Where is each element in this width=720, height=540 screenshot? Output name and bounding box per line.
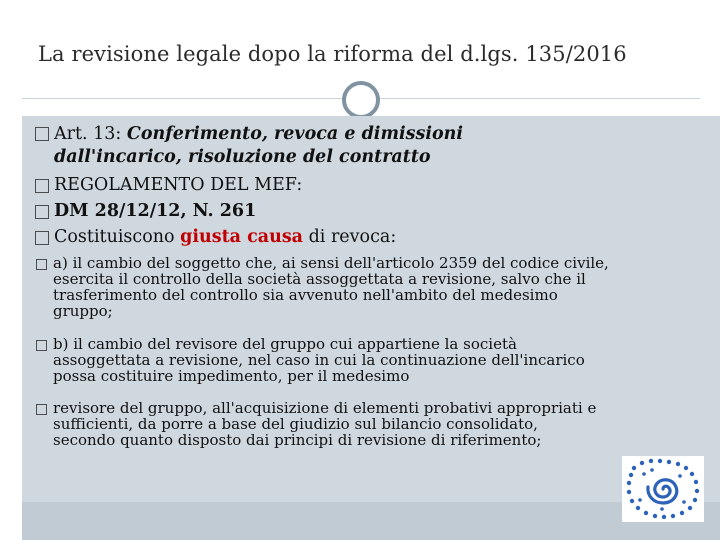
bullet-giusta-causa [54, 227, 396, 248]
square-bullet-icon [35, 127, 49, 141]
square-bullet-icon [35, 205, 49, 219]
bullet-regolamento: REGOLAMENTO DEL MEF: [54, 175, 303, 195]
sub-bullet-line: assoggettata a revisione, nel caso in cui la continuazione dell'incarico [53, 351, 585, 369]
sub-bullet-line: secondo quanto disposto dai principi di revisione di riferimento; [53, 431, 542, 449]
sub-bullet-line: sufficienti, da porre a base del giudizio sul bilancio consolidato, [53, 415, 538, 433]
bullet-article-title-2: dall'incarico, risoluzione del contratto [54, 147, 431, 167]
sub-bullet-a [53, 255, 703, 319]
sub-bullet-c [53, 400, 703, 448]
square-bullet-icon [36, 340, 47, 351]
sub-bullet-line: esercita il controllo della società assoggettata a revisione, salvo che il [53, 270, 586, 288]
bullet-dm: DM 28/12/12, N. 261 [54, 201, 257, 221]
square-bullet-icon [35, 179, 49, 193]
giusta-causa-highlight: giusta causa [180, 227, 304, 247]
spiral-logo-icon [622, 456, 704, 522]
slide-title: La revisione legale dopo la riforma del d.lgs. 135/2016 [38, 42, 627, 66]
sub-bullet-b [53, 336, 703, 384]
sub-bullet-line: possa costituire impedimento, per il medesimo [53, 367, 410, 385]
bullet-article-prefix: Art. 13: [54, 124, 127, 144]
square-bullet-icon [36, 259, 47, 270]
sub-bullet-line: b) il cambio del revisore del gruppo cui appartiene la società [53, 335, 517, 353]
sub-bullet-line: trasferimento del controllo sia avvenuto nell'ambito del medesimo [53, 286, 558, 304]
square-bullet-icon [35, 231, 49, 245]
giusta-causa-prefix: Costituiscono [54, 227, 181, 247]
giusta-causa-suffix: di revoca: [303, 227, 397, 247]
sub-bullet-line: a) il cambio del soggetto che, ai sensi dell'articolo 2359 del codice civile, [53, 254, 609, 272]
square-bullet-icon [36, 404, 47, 415]
sub-bullet-line: gruppo; [53, 302, 113, 320]
bullet-article-13 [54, 124, 463, 145]
sub-bullet-line: revisore del gruppo, all'acquisizione di elementi probativi appropriati e [53, 399, 597, 417]
bullet-article-title-1: Conferimento, revoca e dimissioni [126, 124, 464, 144]
